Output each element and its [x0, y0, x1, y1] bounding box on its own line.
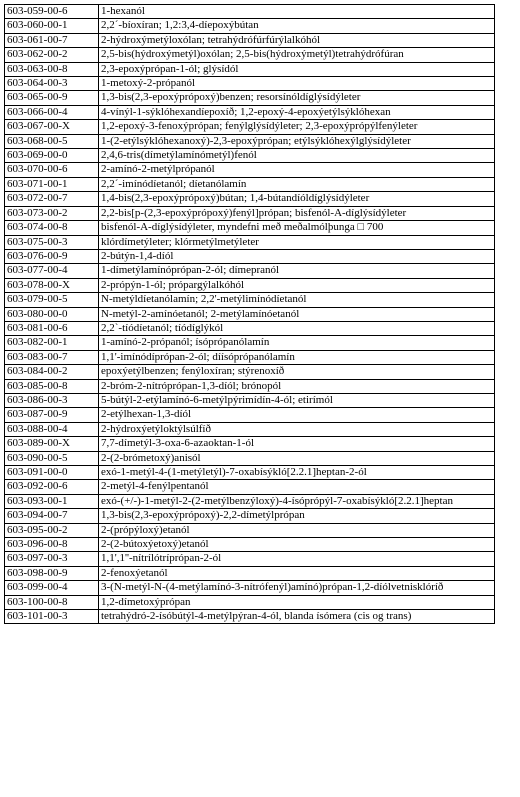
index-number-cell: 603-061-00-7: [5, 33, 99, 47]
index-number-cell: 603-068-00-5: [5, 134, 99, 148]
substance-name-cell: 2,3-epoxýprópan-1-ól; glýsídól: [99, 62, 495, 76]
substance-name-cell: exó-1-metýl-4-(1-metýletýl)-7-oxabísýkló[2.2.1]heptan-2-ól: [99, 466, 495, 480]
substance-name-cell: 4-vínýl-1-sýklóhexandíepoxíð; 1,2-epoxý-4-epoxýetýlsýklóhexan: [99, 105, 495, 119]
table-row: [5, 523, 495, 537]
table-row: [5, 581, 495, 595]
substance-name-cell: 2-(própýloxý)etanól: [99, 523, 495, 537]
index-number-cell: 603-062-00-2: [5, 48, 99, 62]
table-row: [5, 393, 495, 407]
table-row: [5, 509, 495, 523]
substance-name-cell: 2,2-bis[p-(2,3-epoxýprópoxý)fenýl]própan; bisfenól-A-díglýsídýleter: [99, 206, 495, 220]
table-row: [5, 77, 495, 91]
substance-name-cell: 5-bútýl-2-etýlamínó-6-metýlpýrimídín-4-ól; etirímól: [99, 393, 495, 407]
substance-name-cell: 2,2´-imínódíetanól; díetanólamín: [99, 177, 495, 191]
table-row: [5, 177, 495, 191]
index-number-cell: 603-089-00-X: [5, 437, 99, 451]
substance-name-cell: 2-bróm-2-nítróprópan-1,3-díól; brónopól: [99, 379, 495, 393]
index-number-cell: 603-092-00-6: [5, 480, 99, 494]
substance-name-cell: 1-(2-etýlsýklóhexanoxý)-2,3-epoxýprópan; etýlsýklóhexýlglýsídýleter: [99, 134, 495, 148]
index-number-cell: 603-075-00-3: [5, 235, 99, 249]
index-number-cell: 603-091-00-0: [5, 466, 99, 480]
substance-name-cell: 1-hexanól: [99, 5, 495, 19]
index-number-cell: 603-079-00-5: [5, 293, 99, 307]
substance-name-cell: 1,4-bis(2,3-epoxýprópoxý)bútan; 1,4-bútandíóldíglýsídýleter: [99, 192, 495, 206]
table-row: [5, 307, 495, 321]
substance-name-cell: 2-hýdroxýetýloktýlsúlfíð: [99, 422, 495, 436]
substance-name-cell: 1,2-dímetoxýprópan: [99, 595, 495, 609]
index-number-cell: 603-090-00-5: [5, 451, 99, 465]
table-row: [5, 19, 495, 33]
index-number-cell: 603-067-00-X: [5, 120, 99, 134]
index-number-cell: 603-093-00-1: [5, 494, 99, 508]
index-number-cell: 603-097-00-3: [5, 552, 99, 566]
table-row: [5, 379, 495, 393]
table-row: [5, 221, 495, 235]
table-row: [5, 451, 495, 465]
index-number-cell: 603-085-00-8: [5, 379, 99, 393]
table-row: [5, 321, 495, 335]
substance-name-cell: exó-(+/-)-1-metýl-2-(2-metýlbenzýloxý)-4-ísóprópýl-7-oxabísýkló[2.2.1]heptan: [99, 494, 495, 508]
index-number-cell: 603-098-00-9: [5, 566, 99, 580]
substance-name-cell: 1,2-epoxý-3-fenoxýprópan; fenýlglýsídýleter; 2,3-epoxýprópýlfenýleter: [99, 120, 495, 134]
table-row: [5, 365, 495, 379]
index-number-cell: 603-073-00-2: [5, 206, 99, 220]
substance-name-cell: 2,4,6-tris(dímetýlamínómetýl)fenól: [99, 149, 495, 163]
substance-name-cell: 2-(2-bútoxýetoxý)etanól: [99, 538, 495, 552]
substance-table-body: [5, 5, 495, 624]
table-row: [5, 293, 495, 307]
table-row: [5, 48, 495, 62]
substance-name-cell: 1-amínó-2-própanól; ísóprópanólamín: [99, 336, 495, 350]
table-row: [5, 494, 495, 508]
index-number-cell: 603-064-00-3: [5, 77, 99, 91]
substance-name-cell: 2-hýdroxýmetýloxólan; tetrahýdrófúrfúrýlalkóhól: [99, 33, 495, 47]
table-row: [5, 62, 495, 76]
substance-name-cell: 2-própýn-1-ól; própargýlalkóhól: [99, 278, 495, 292]
table-row: [5, 610, 495, 624]
substance-name-cell: klórdímetýleter; klórmetýlmetýleter: [99, 235, 495, 249]
index-number-cell: 603-086-00-3: [5, 393, 99, 407]
substance-name-cell: 2-etýlhexan-1,3-díól: [99, 408, 495, 422]
table-row: [5, 120, 495, 134]
substance-name-cell: 2-metýl-4-fenýlpentanól: [99, 480, 495, 494]
table-row: [5, 350, 495, 364]
table-row: [5, 336, 495, 350]
table-row: [5, 5, 495, 19]
index-number-cell: 603-076-00-9: [5, 249, 99, 263]
index-number-cell: 603-096-00-8: [5, 538, 99, 552]
substance-name-cell: 2-amínó-2-metýlprópanól: [99, 163, 495, 177]
index-number-cell: 603-084-00-2: [5, 365, 99, 379]
substance-name-cell: 1,3-bis(2,3-epoxýprópoxý)benzen; resorsínóldíglýsídýleter: [99, 91, 495, 105]
index-number-cell: 603-080-00-0: [5, 307, 99, 321]
table-row: [5, 466, 495, 480]
substance-name-cell: 2-fenoxýetanól: [99, 566, 495, 580]
table-row: [5, 278, 495, 292]
table-row: [5, 206, 495, 220]
substance-name-cell: bisfenól-A-díglýsídýleter, myndefni með meðalmólþunga □ 700: [99, 221, 495, 235]
substance-name-cell: 2,2`-tíódíetanól; tíódíglýkól: [99, 321, 495, 335]
index-number-cell: 603-078-00-X: [5, 278, 99, 292]
index-number-cell: 603-066-00-4: [5, 105, 99, 119]
index-number-cell: 603-077-00-4: [5, 264, 99, 278]
index-number-cell: 603-069-00-0: [5, 149, 99, 163]
table-row: [5, 249, 495, 263]
index-number-cell: 603-088-00-4: [5, 422, 99, 436]
table-row: [5, 437, 495, 451]
substance-name-cell: 1-dímetýlamínóprópan-2-ól; dímepranól: [99, 264, 495, 278]
index-number-cell: 603-099-00-4: [5, 581, 99, 595]
substance-name-cell: 1,3-bis(2,3-epoxýprópoxý)-2,2-dímetýlprópan: [99, 509, 495, 523]
substance-name-cell: N-metýldíetanólamín; 2,2'-metýlimínódíetanól: [99, 293, 495, 307]
index-number-cell: 603-071-00-1: [5, 177, 99, 191]
index-number-cell: 603-081-00-6: [5, 321, 99, 335]
substance-name-cell: 2,5-bis(hýdroxýmetýl)oxólan; 2,5-bis(hýdroxýmetýl)tetrahýdrófúran: [99, 48, 495, 62]
index-number-cell: 603-065-00-9: [5, 91, 99, 105]
table-row: [5, 192, 495, 206]
table-row: [5, 91, 495, 105]
table-row: [5, 552, 495, 566]
table-row: [5, 264, 495, 278]
index-number-cell: 603-082-00-1: [5, 336, 99, 350]
index-number-cell: 603-074-00-8: [5, 221, 99, 235]
table-row: [5, 33, 495, 47]
table-row: [5, 480, 495, 494]
table-row: [5, 105, 495, 119]
index-number-cell: 603-060-00-1: [5, 19, 99, 33]
table-row: [5, 163, 495, 177]
table-row: [5, 408, 495, 422]
substance-name-cell: 2-bútýn-1,4-díól: [99, 249, 495, 263]
index-number-cell: 603-063-00-8: [5, 62, 99, 76]
table-row: [5, 595, 495, 609]
substance-name-cell: 7,7-dímetýl-3-oxa-6-azaoktan-1-ól: [99, 437, 495, 451]
substance-name-cell: 1,1'-imínódíprópan-2-ól; díísóprópanólamín: [99, 350, 495, 364]
index-number-cell: 603-059-00-6: [5, 5, 99, 19]
table-row: [5, 566, 495, 580]
index-number-cell: 603-100-00-8: [5, 595, 99, 609]
index-number-cell: 603-095-00-2: [5, 523, 99, 537]
index-number-cell: 603-094-00-7: [5, 509, 99, 523]
substance-name-cell: 1,1',1''-nítrílótríprópan-2-ól: [99, 552, 495, 566]
table-row: [5, 149, 495, 163]
substance-name-cell: 1-metoxý-2-própanól: [99, 77, 495, 91]
substance-name-cell: tetrahýdró-2-ísóbútýl-4-metýlpýran-4-ól, blanda ísómera (cis og trans): [99, 610, 495, 624]
substance-name-cell: 3-(N-metýl-N-(4-metýlamínó-3-nítrófenýl)amínó)própan-1,2-díólvetnisklóríð: [99, 581, 495, 595]
table-row: [5, 235, 495, 249]
substance-name-cell: 2,2´-bíoxíran; 1,2:3,4-díepoxýbútan: [99, 19, 495, 33]
table-row: [5, 422, 495, 436]
index-number-cell: 603-072-00-7: [5, 192, 99, 206]
index-number-cell: 603-070-00-6: [5, 163, 99, 177]
index-number-cell: 603-083-00-7: [5, 350, 99, 364]
table-row: [5, 538, 495, 552]
table-row: [5, 134, 495, 148]
index-number-cell: 603-087-00-9: [5, 408, 99, 422]
substance-name-cell: N-metýl-2-amínóetanól; 2-metýlamínóetanól: [99, 307, 495, 321]
substance-name-cell: 2-(2-brómetoxý)anisól: [99, 451, 495, 465]
index-number-cell: 603-101-00-3: [5, 610, 99, 624]
substance-table: [4, 4, 495, 624]
substance-name-cell: epoxýetýlbenzen; fenýloxíran; stýrenoxíð: [99, 365, 495, 379]
